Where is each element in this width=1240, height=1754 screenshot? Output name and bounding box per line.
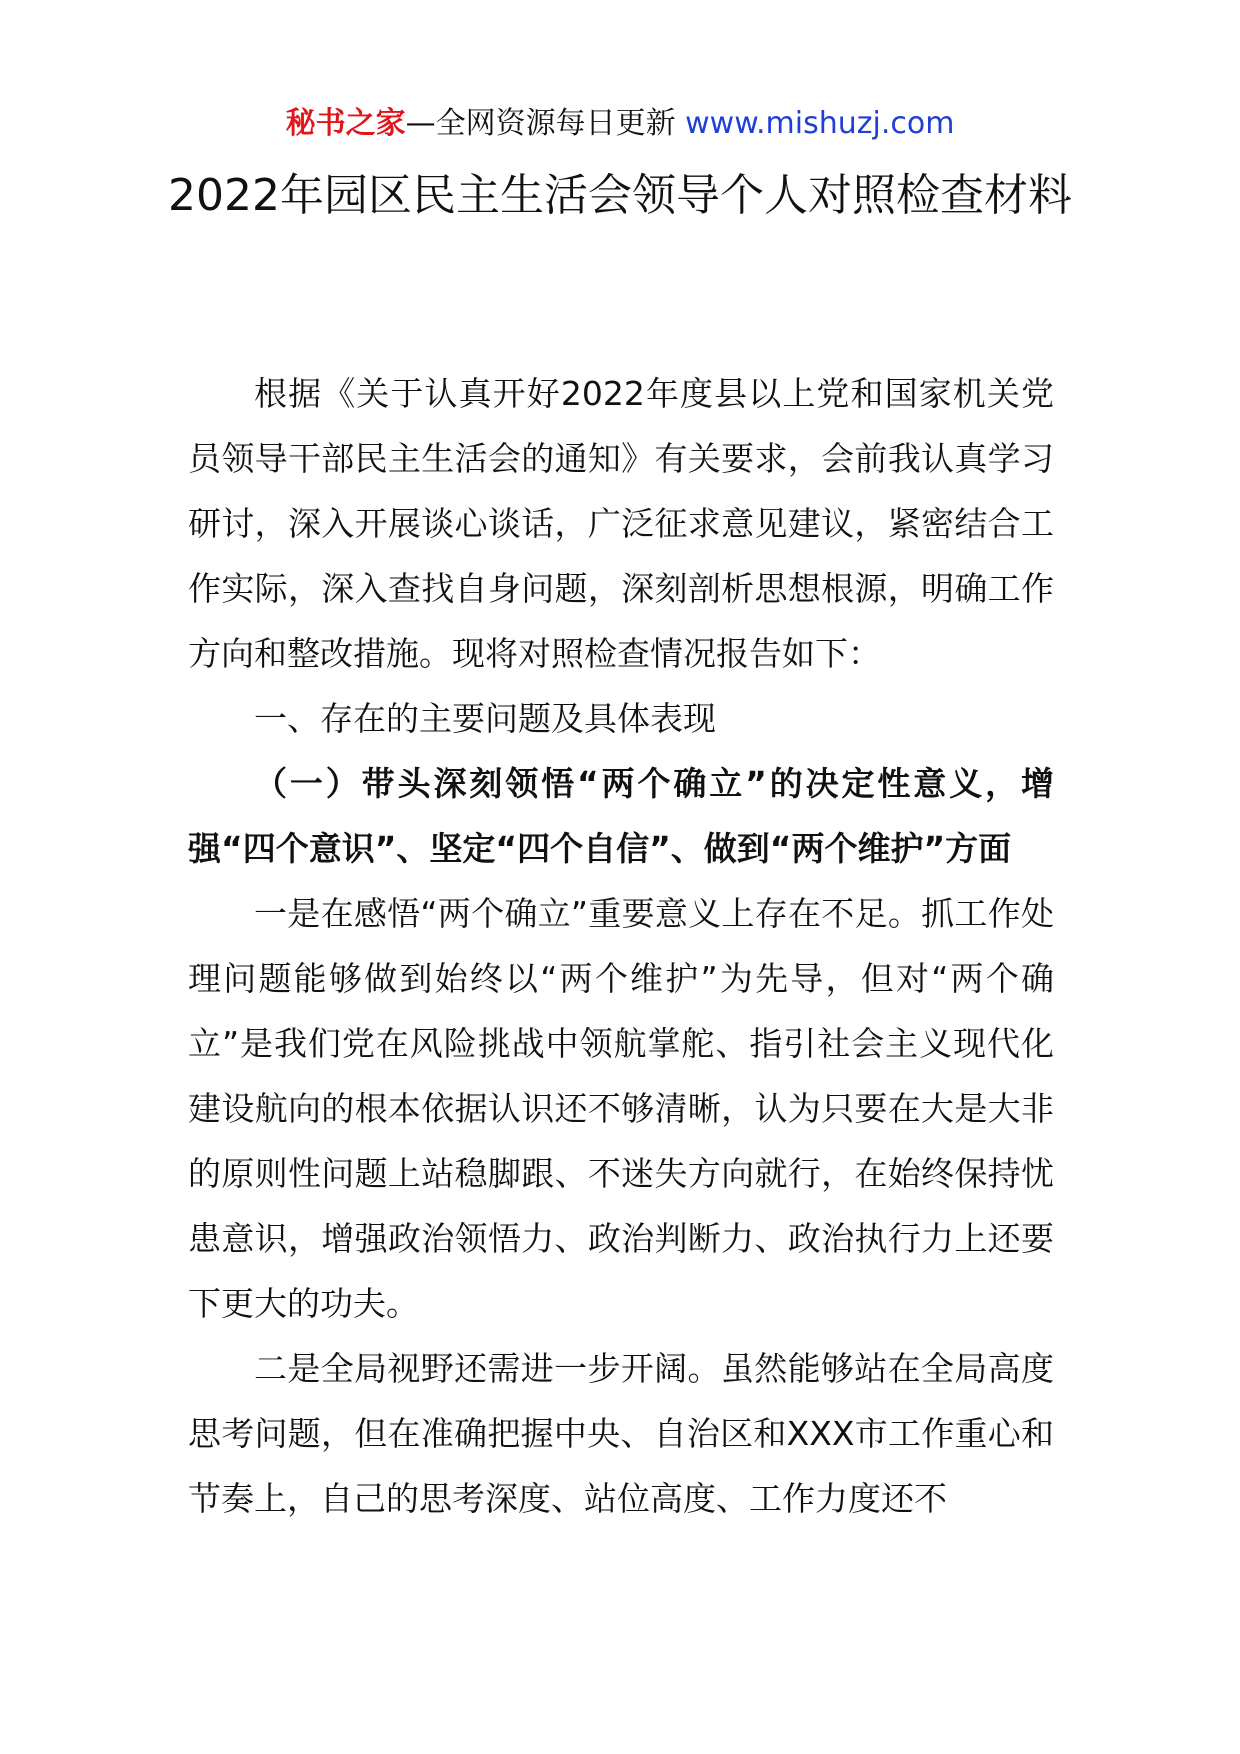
document-body [188,361,1054,1531]
body-paragraph: 二是全局视野还需进一步开阔。虽然能够站在全局高度思考问题，但在准确把握中央、自治区和XXX市工作重心和节奏上，自己的思考深度、站位高度、工作力度还不 [188,1349,1054,1518]
header-slogan: —全网资源每日更新 [405,106,686,141]
watermark-header [0,104,1240,144]
document-title: 2022年园区民主生活会领导个人对照检查材料 [168,170,1072,221]
body-paragraph: 一是在感悟“两个确立”重要意义上存在不足。抓工作处理问题能够做到始终以“两个维护”为先导，但对“两个确立”是我们党在风险挑战中领航掌舵、指引社会主义现代化建设航向的根本依据认识还不够清晰，认为只要在大是大非的原则性问题上站稳脚跟、不迷失方向就行，在始终保持忧患意识，增强政治领悟力、政治判断力、政治执行力上还要下更大的功夫。 [188,894,1054,1323]
intro-paragraph: 根据《关于认真开好2022年度县以上党和国家机关党员领导干部民主生活会的通知》有关要求，会前我认真学习研讨，深入开展谈心谈话，广泛征求意见建议，紧密结合工作实际，深入查找自身问题，深刻剖析思想根源，明确工作方向和整改措施。现将对照检查情况报告如下： [188,374,1054,673]
subsection-heading: （一）带头深刻领悟“两个确立”的决定性意义，增强“四个意识”、坚定“四个自信”、做到“两个维护”方面 [188,764,1054,868]
brand-name: 秘书之家 [285,106,406,141]
site-url: www.mishuzj.com [685,106,955,141]
section-heading: 一、存在的主要问题及具体表现 [254,699,716,738]
